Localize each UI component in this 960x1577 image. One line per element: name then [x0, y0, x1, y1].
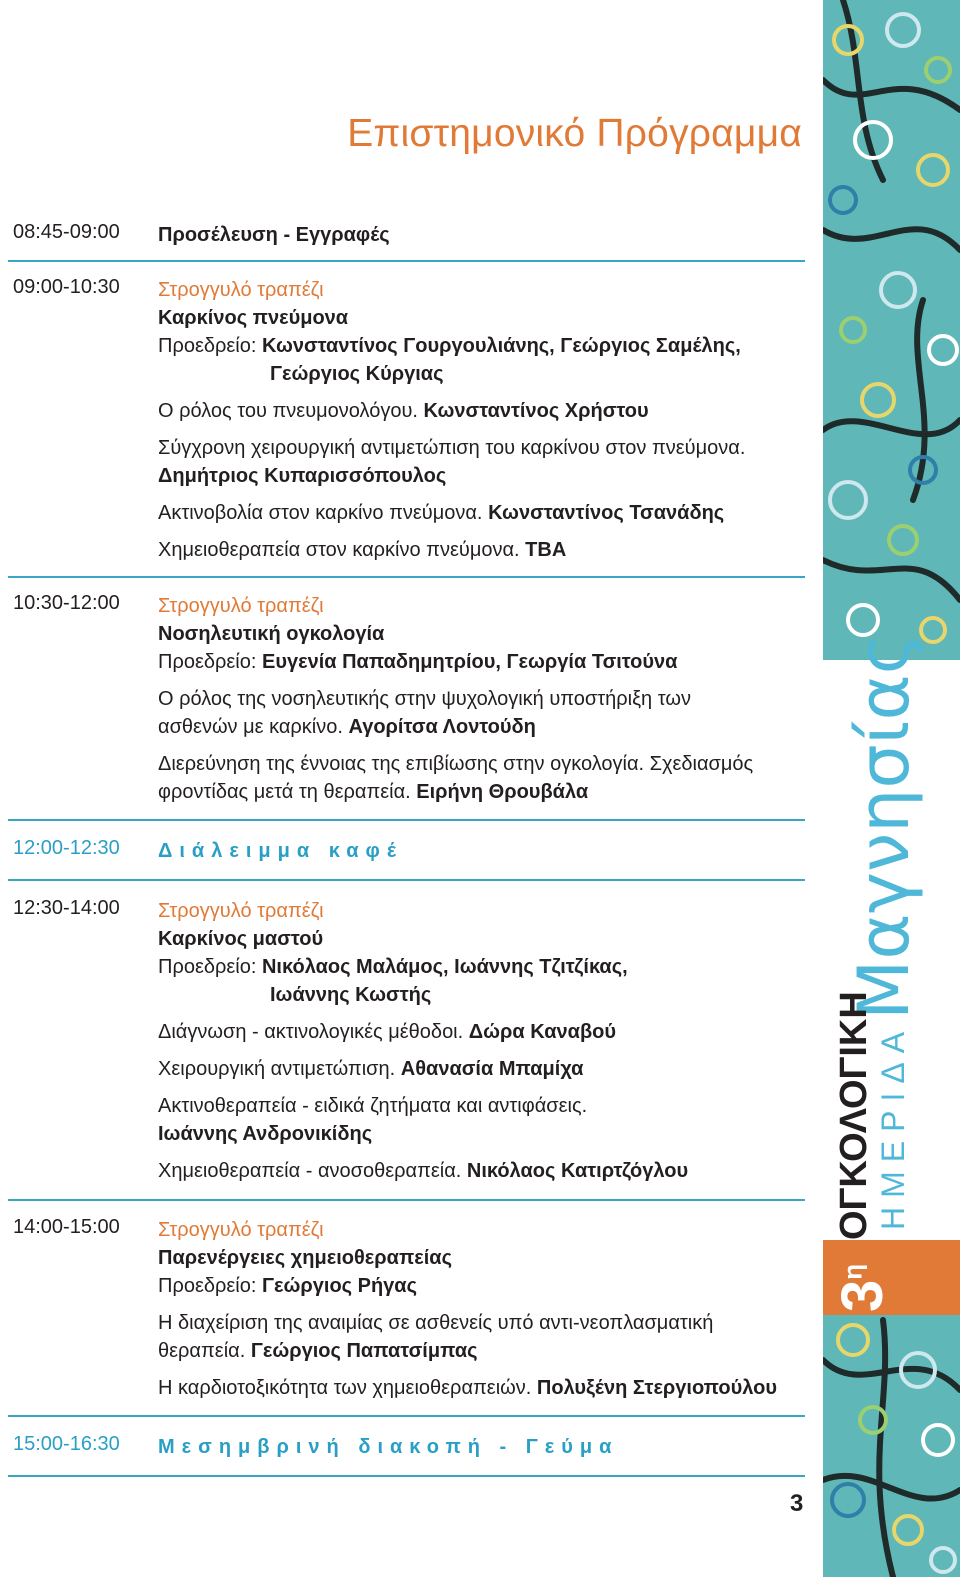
talk-title: Σύγχρονη χειρουργική αντιμετώπιση του καρκίνου στον πνεύμονα.	[158, 437, 746, 459]
talk-speaker: Νικόλαος Κατιρτζόγλου	[466, 1160, 689, 1182]
talk-item	[158, 1018, 805, 1046]
session-chairs	[158, 953, 805, 1009]
talk-speaker: Δώρα Καναβού	[468, 1021, 617, 1043]
talk-title: Χημειοθεραπεία στον καρκίνο πνεύμονα.	[158, 539, 520, 561]
talk-speaker: Κωνσταντίνος Χρήστου	[423, 400, 649, 422]
talk-item	[158, 434, 805, 490]
brand-number-superscript: η	[837, 1263, 868, 1280]
talk-item	[158, 1374, 805, 1402]
brand-number	[829, 1264, 896, 1312]
brand-panel	[823, 633, 960, 1315]
chair-names: Νικόλαος Μαλάμος, Ιωάννης Τζιτζίκας,	[261, 956, 628, 978]
page-number: 3	[790, 1490, 804, 1517]
talk-item	[158, 1092, 805, 1148]
session-topic: Νοσηλευτική ογκολογία	[158, 623, 385, 645]
session-type: Στρογγυλό τραπέζι	[158, 900, 324, 922]
session-time: 09:00-10:30	[13, 276, 120, 298]
talk-item	[158, 1157, 805, 1185]
talk-title: Η καρδιοτοξικότητα των χημειοθεραπειών.	[158, 1377, 532, 1399]
chair-names: Κωνσταντίνος Γουργουλιάνης, Γεώργιος Σαμέλης,	[261, 335, 741, 357]
session-heading: Προσέλευση - Εγγραφές	[158, 224, 390, 246]
break-row	[8, 1417, 805, 1477]
chair-label: Προεδρείο:	[158, 335, 257, 357]
break-label: Μεσημβρινή διακοπή - Γεύμα	[158, 1436, 619, 1458]
session-type: Στρογγυλό τραπέζι	[158, 279, 324, 301]
talk-item	[158, 1055, 805, 1083]
chair-label: Προεδρείο:	[158, 1275, 257, 1297]
break-label: Διάλειμμα καφέ	[158, 840, 403, 862]
chair-names-continued: Γεώργιος Κύργιας	[270, 363, 444, 385]
session-chairs	[158, 332, 805, 388]
chair-label: Προεδρείο:	[158, 651, 257, 673]
talk-speaker: Αθανασία Μπαμίχα	[400, 1058, 584, 1080]
brand-number-band	[823, 1240, 960, 1315]
talk-title: Ο ρόλος του πνευμονολόγου.	[158, 400, 418, 422]
page-title: Επιστημονικό Πρόγραμμα	[347, 112, 802, 156]
session-chairs	[158, 1272, 805, 1300]
chair-names: Γεώργιος Ρήγας	[261, 1275, 417, 1297]
talk-title: Χημειοθεραπεία - ανοσοθεραπεία.	[158, 1160, 462, 1182]
talk-title-continued: ασθενών με καρκίνο.	[158, 716, 343, 738]
session-topic: Παρενέργειες χημειοθεραπείας	[158, 1247, 453, 1269]
talk-title: Ακτινοβολία στον καρκίνο πνεύμονα.	[158, 502, 483, 524]
talk-speaker: Ιωάννης Ανδρονικίδης	[158, 1123, 373, 1145]
chair-names-continued: Ιωάννης Κωστής	[270, 984, 432, 1006]
session-row	[8, 210, 805, 262]
session-row	[8, 262, 805, 578]
talk-title: Διερεύνηση της έννοιας της επιβίωσης στην ογκολογία. Σχεδιασμός	[158, 753, 754, 775]
talk-item	[158, 750, 805, 806]
session-topic: Καρκίνος πνεύμονα	[158, 307, 349, 329]
session-time: 08:45-09:00	[13, 221, 120, 243]
talk-title-continued: φροντίδας μετά τη θεραπεία.	[158, 781, 411, 803]
chair-label: Προεδρείο:	[158, 956, 257, 978]
talk-speaker: Γεώργιος Παπατσίμπας	[250, 1340, 478, 1362]
program-schedule	[8, 210, 805, 1477]
talk-speaker: Πολυξένη Στεργιοπούλου	[536, 1377, 777, 1399]
session-type: Στρογγυλό τραπέζι	[158, 1219, 324, 1241]
session-time: 10:30-12:00	[13, 592, 120, 614]
talk-speaker: Δημήτριος Κυπαρισσόπουλος	[158, 465, 447, 487]
brand-line2: ΗΜΕΡΙΔΑ	[875, 1022, 911, 1230]
talk-title: Η διαχείριση της αναιμίας σε ασθενείς υπό αντι-νεοπλασματική	[158, 1312, 714, 1334]
break-row	[8, 821, 805, 881]
talk-title-continued: θεραπεία.	[158, 1340, 246, 1362]
session-time: 12:00-12:30	[13, 837, 120, 859]
session-row	[8, 881, 805, 1201]
talk-speaker: TBA	[525, 539, 567, 561]
session-row	[8, 578, 805, 821]
talk-title: Ακτινοθεραπεία - ειδικά ζητήματα και αντιφάσεις.	[158, 1095, 588, 1117]
talk-title: Ο ρόλος της νοσηλευτικής στην ψυχολογική υποστήριξη των	[158, 688, 691, 710]
brand-number-digit: 3	[830, 1279, 895, 1312]
session-time: 12:30-14:00	[13, 897, 120, 919]
talk-speaker: Ειρήνη Θρουβάλα	[416, 781, 589, 803]
brand-location: Μαγνησίας	[843, 633, 925, 1020]
talk-item	[158, 397, 805, 425]
talk-item	[158, 499, 805, 527]
session-time: 14:00-15:00	[13, 1216, 120, 1238]
talk-title: Χειρουργική αντιμετώπιση.	[158, 1058, 396, 1080]
session-row	[8, 1201, 805, 1417]
brand-line1: ΟΓΚΟΛΟΓΙΚΗ	[833, 991, 875, 1240]
chair-names: Ευγενία Παπαδημητρίου, Γεωργία Τσιτούνα	[261, 651, 678, 673]
talk-speaker: Αγορίτσα Λοντούδη	[348, 716, 536, 738]
talk-title: Διάγνωση - ακτινολογικές μέθοδοι.	[158, 1021, 464, 1043]
talk-speaker: Κωνσταντίνος Τσανάδης	[488, 502, 725, 524]
session-type: Στρογγυλό τραπέζι	[158, 595, 324, 617]
session-chairs	[158, 648, 805, 676]
talk-item	[158, 685, 805, 741]
talk-item	[158, 536, 805, 564]
talk-item	[158, 1309, 805, 1365]
session-topic: Καρκίνος μαστού	[158, 928, 324, 950]
session-time: 15:00-16:30	[13, 1433, 120, 1455]
